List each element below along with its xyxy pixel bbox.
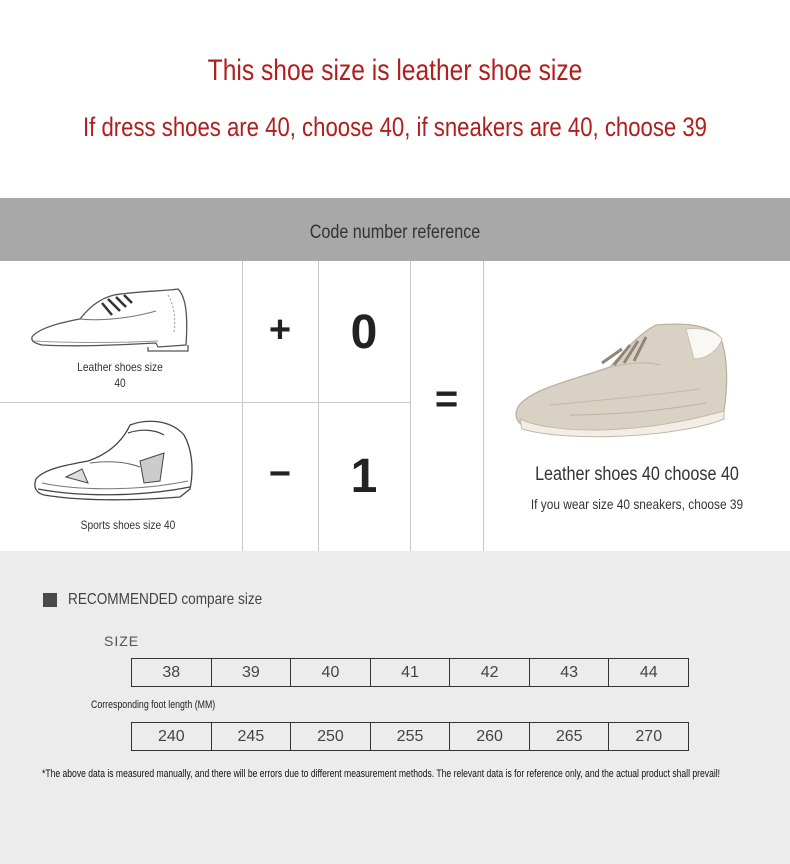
size-cell: 43 [530,659,610,686]
foot-length-cell: 270 [635,728,663,745]
grid-divider [0,402,410,403]
leather-caption-line1: Leather shoes size [77,360,163,374]
sneaker-photo [510,319,734,447]
square-bullet-icon [43,593,57,607]
size-cell: 41 [371,659,451,686]
foot-length-cell: 250 [291,723,371,750]
size-cell: 40 [291,659,371,686]
equals-symbol: = [434,377,459,421]
headline-subtitle: If dress shoes are 40, choose 40, if sneakers are 40, choose 39 [83,112,707,142]
headline-title: This shoe size is leather shoe size [207,54,583,87]
foot-length-cell: 245 [212,723,292,750]
size-cell: 44 [639,664,658,681]
foot-length-cell: 240 [132,723,212,750]
size-cell: 38 [132,659,212,686]
size-chart-section [0,551,790,864]
sports-caption: Sports shoes size 40 [80,518,176,532]
minus-symbol: − [268,453,292,495]
size-row [131,658,689,687]
foot-length-label: Corresponding foot length (MM) [91,699,216,711]
comparison-grid [0,261,790,551]
reference-band [0,198,790,261]
leather-caption-line2: 40 [114,376,126,390]
foot-length-cell: 260 [450,723,530,750]
size-chart-heading: RECOMMENDED compare size [68,591,263,608]
result-title: Leather shoes 40 choose 40 [535,464,739,485]
sports-shoe-sketch [30,417,200,507]
reference-title: Code number reference [309,222,481,243]
size-label: SIZE [104,633,140,649]
foot-length-cell: 265 [530,723,610,750]
size-cell: 39 [212,659,292,686]
plus-value: 0 [350,306,378,359]
minus-value: 1 [350,450,378,503]
result-subtitle: If you wear size 40 sneakers, choose 39 [530,496,744,512]
plus-symbol: + [268,309,292,351]
headline-section [0,0,790,198]
foot-length-row [131,722,689,751]
measurement-disclaimer: *The above data is measured manually, and there will be errors due to different measurement methods. The relevant data is for reference only, and the actual product shall prevail! [42,768,721,780]
grid-divider [242,261,243,551]
foot-length-cell: 255 [371,723,451,750]
grid-divider [483,261,484,551]
size-cell: 42 [450,659,530,686]
leather-shoe-sketch [28,285,193,355]
